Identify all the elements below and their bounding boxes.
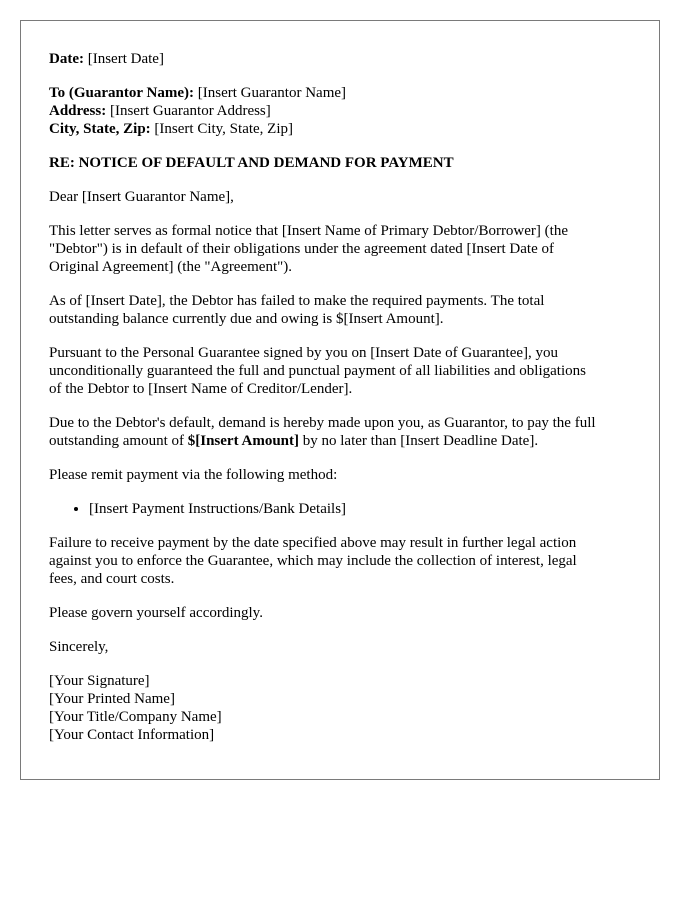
payment-method-item: • [Insert Payment Instructions/Bank Details] — [89, 500, 631, 518]
paragraph-demand — [49, 414, 631, 450]
subject-line: RE: NOTICE OF DEFAULT AND DEMAND FOR PAYMENT — [49, 155, 454, 171]
paragraph-line: Due to the Debtor's default, demand is hereby made upon you, as Guarantor, to pay the full — [49, 415, 596, 431]
guarantor-address-value: [Insert Guarantor Address] — [109, 103, 271, 119]
guarantor-name-value: [Insert Guarantor Name] — [197, 85, 347, 101]
signature-block — [49, 672, 631, 744]
guarantor-address-label: Address: — [49, 103, 107, 119]
paragraph-line: of the Debtor to [Insert Name of Creditor/Lender]. — [49, 381, 353, 397]
paragraph-remit-method: Please remit payment via the following method: — [49, 467, 338, 483]
date-line — [49, 50, 631, 68]
paragraph-line: against you to enforce the Guarantee, which may include the collection of interest, legal — [49, 553, 577, 569]
guarantor-name-label: To (Guarantor Name): — [49, 85, 194, 101]
printed-name-line: [Your Printed Name] — [49, 691, 175, 707]
paragraph-line: unconditionally guaranteed the full and punctual payment of all liabilities and obligations — [49, 363, 586, 379]
guarantor-address-line — [49, 102, 631, 120]
letter-page — [20, 20, 660, 780]
paragraph-default-notice — [49, 222, 631, 276]
closing: Sincerely, — [49, 639, 109, 655]
guarantor-city-value: [Insert City, State, Zip] — [154, 121, 294, 137]
paragraph-line — [49, 432, 631, 450]
paragraph-govern: Please govern yourself accordingly. — [49, 605, 263, 621]
guarantor-city-label: City, State, Zip: — [49, 121, 151, 137]
demand-text-after: by no later than [Insert Deadline Date]. — [299, 433, 539, 449]
guarantor-city-line — [49, 120, 631, 138]
paragraph-outstanding-balance — [49, 292, 631, 328]
paragraph-line: As of [Insert Date], the Debtor has failed to make the required payments. The total — [49, 293, 545, 309]
guarantor-block — [49, 84, 631, 138]
paragraph-line: This letter serves as formal notice that [Insert Name of Primary Debtor/Borrower] (the — [49, 223, 568, 239]
title-company-line: [Your Title/Company Name] — [49, 709, 222, 725]
guarantor-name-line — [49, 84, 631, 102]
paragraph-line: fees, and court costs. — [49, 571, 175, 587]
paragraph-guarantee — [49, 344, 631, 398]
demand-amount: $[Insert Amount] — [187, 433, 299, 449]
payment-method-list — [49, 500, 631, 518]
paragraph-line: outstanding balance currently due and owing is $[Insert Amount]. — [49, 311, 444, 327]
paragraph-line: Pursuant to the Personal Guarantee signed by you on [Insert Date of Guarantee], you — [49, 345, 559, 361]
demand-text-before: outstanding amount of — [49, 433, 188, 449]
date-block — [49, 50, 631, 68]
date-label: Date: — [49, 51, 84, 67]
date-value: [Insert Date] — [87, 51, 164, 67]
paragraph-line: Failure to receive payment by the date specified above may result in further legal action — [49, 535, 577, 551]
paragraph-line: "Debtor") is in default of their obligations under the agreement dated [Insert Date of — [49, 241, 554, 257]
signature-line: [Your Signature] — [49, 673, 150, 689]
paragraph-legal-action — [49, 534, 631, 588]
paragraph-line: Original Agreement] (the "Agreement"). — [49, 259, 292, 275]
salutation: Dear [Insert Guarantor Name], — [49, 189, 234, 205]
contact-info-line: [Your Contact Information] — [49, 727, 215, 743]
